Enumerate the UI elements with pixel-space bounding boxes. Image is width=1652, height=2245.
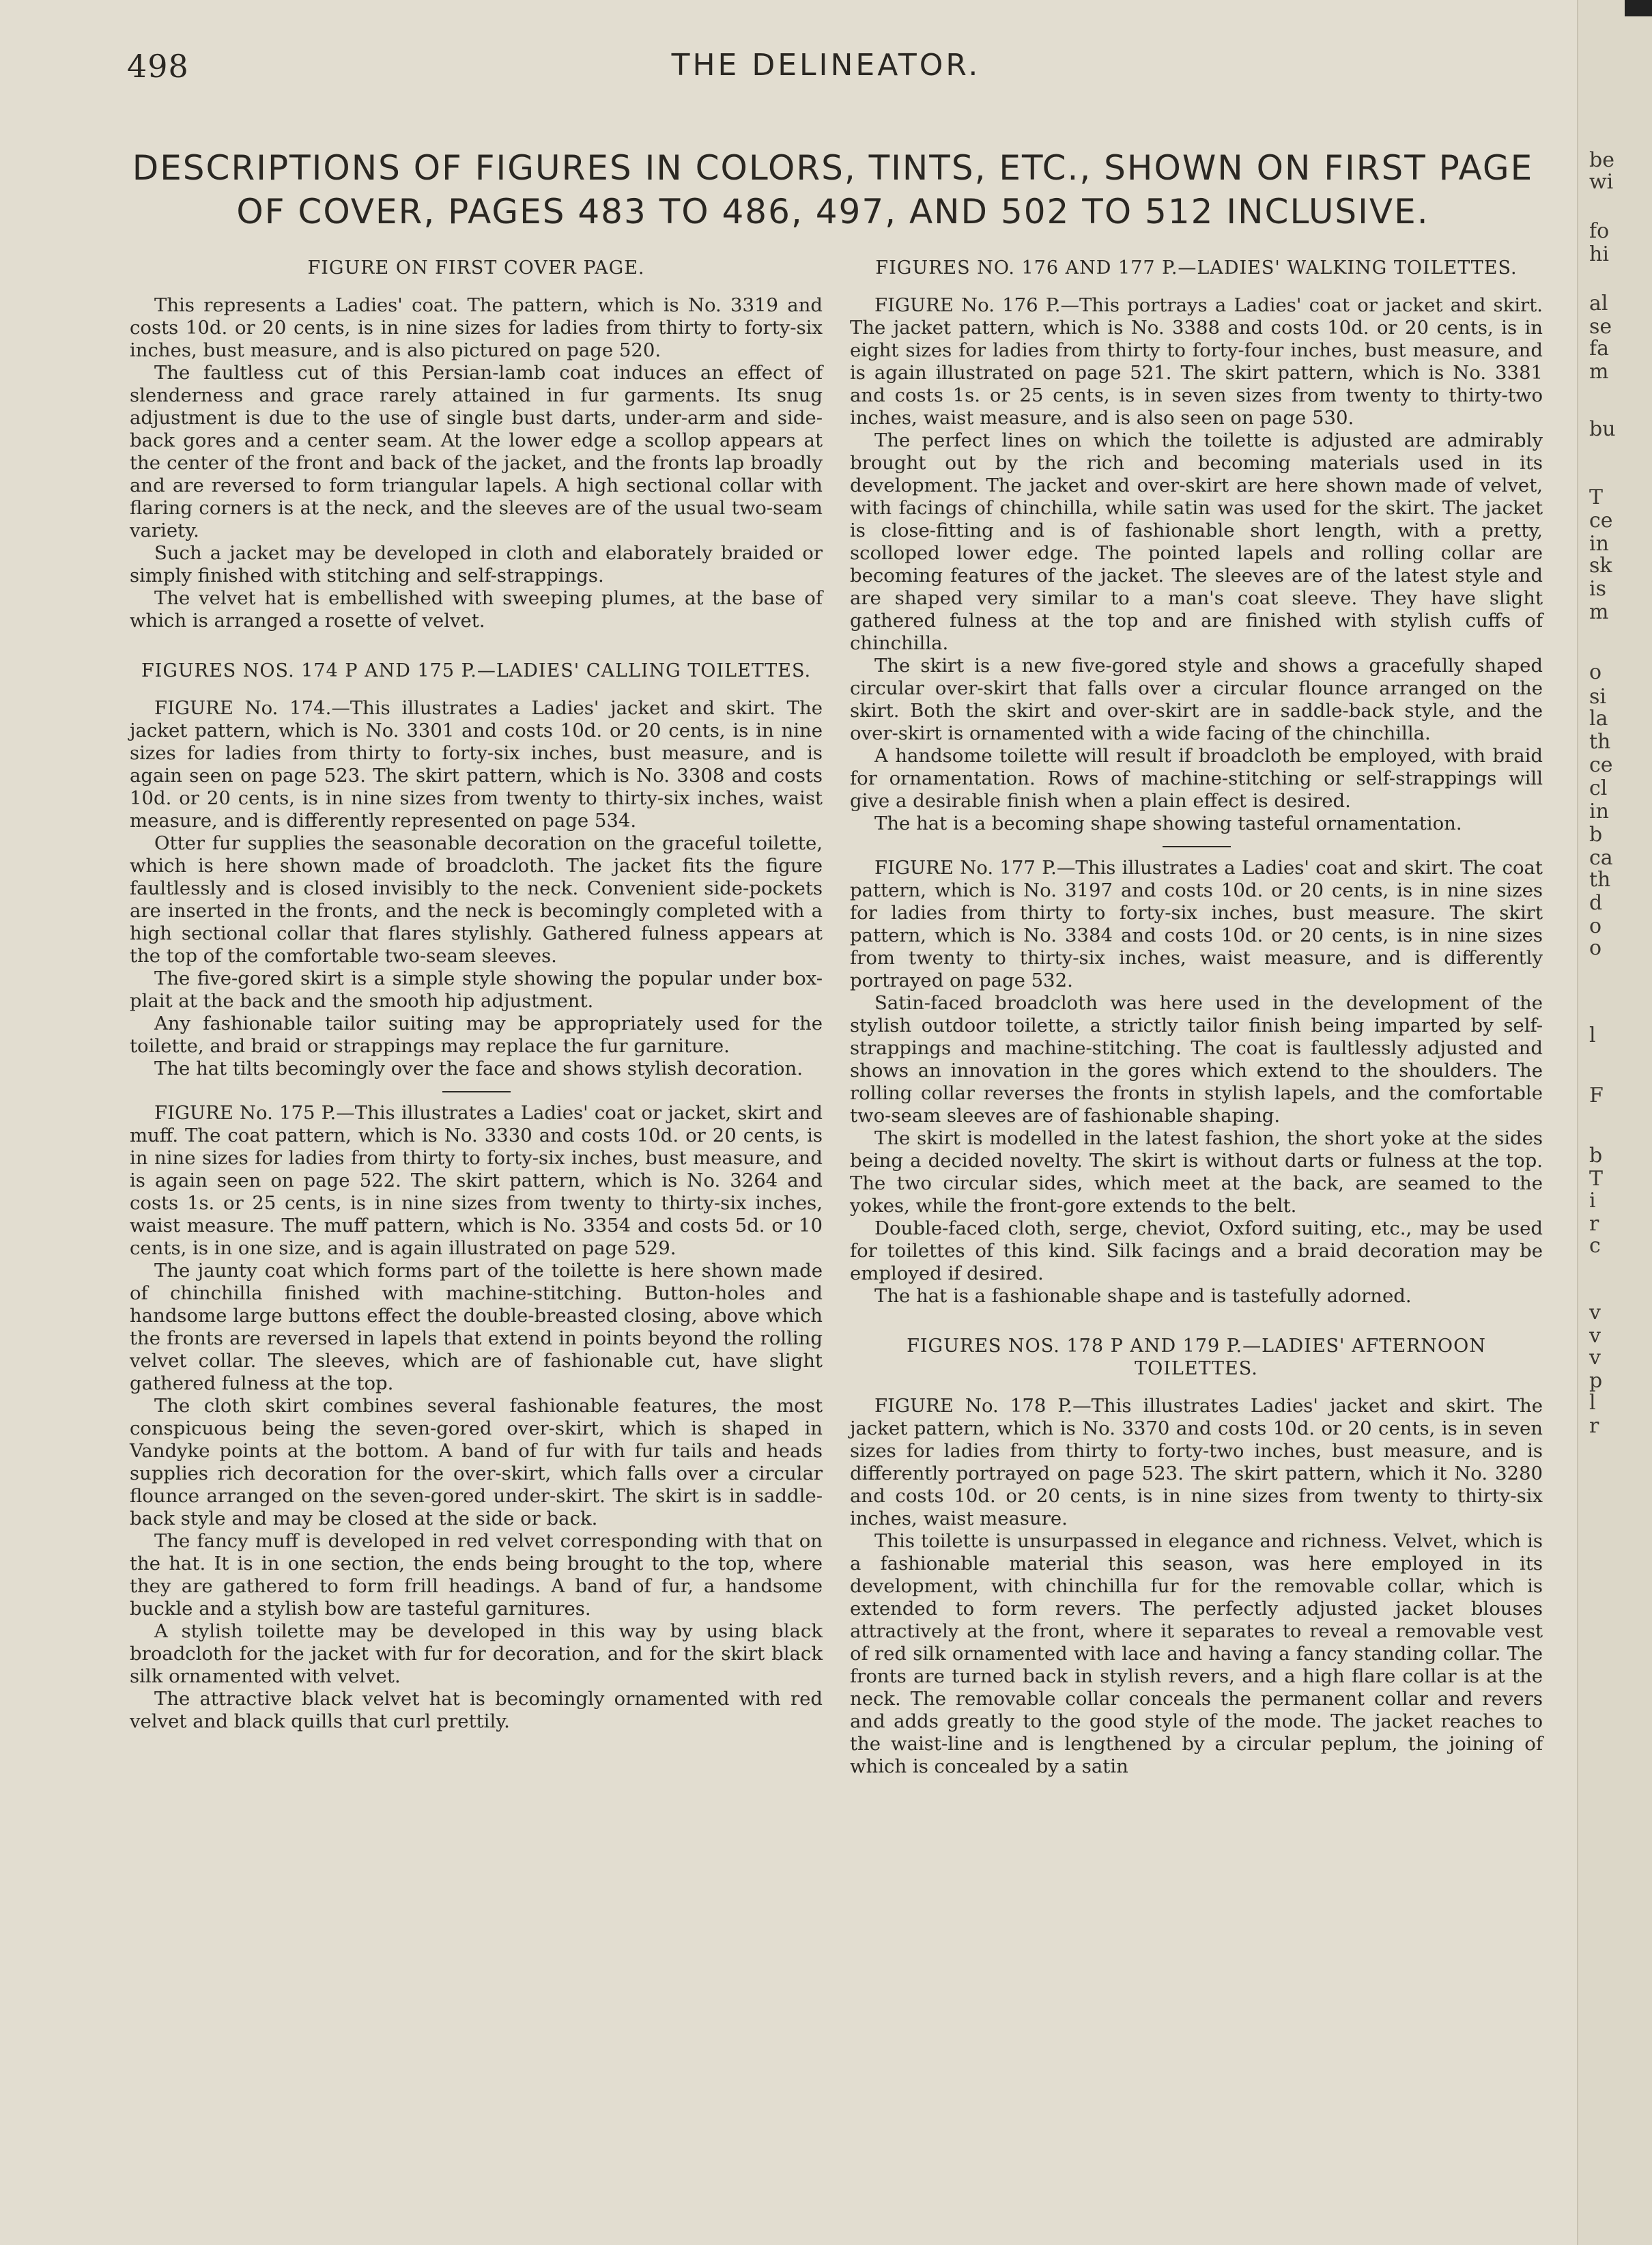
adjacent-page-fragment: in <box>1589 532 1609 556</box>
left-column <box>130 257 823 1733</box>
paragraph: The perfect lines on which the toilette is adjusted are admirably brought out by the rich and becoming materials used in its development. The jacket and over-skirt are here shown made of velvet, with facings of chinchilla, while satin was used for the skirt. The jacket is close-fitting and is of fashionable short length, with a pretty, scolloped lower edge. The pointed lapels and rolling collar are becoming features of the jacket. The sleeves are of the latest style and are shaped very similar to a man's coat sleeve. They have slight gathered fulness at the top and are finished with stylish cuffs of chinchilla. <box>850 429 1543 654</box>
paragraph: The cloth skirt combines several fashionable features, the most conspicuous being the seven-gored over-skirt, which is shaped in Vandyke points at the bottom. A band of fur with fur tails and heads supplies rich decoration for the over-skirt, which falls over a circular flounce arranged on the seven-gored under-skirt. The skirt is in saddle-back style and may be closed at the side or back. <box>130 1395 823 1529</box>
adjacent-page-fragment: o <box>1589 914 1602 938</box>
adjacent-page-fragment: hi <box>1589 242 1609 266</box>
adjacent-page-fragment: b <box>1589 1144 1603 1168</box>
adjacent-page-fragment: o <box>1589 936 1602 960</box>
paragraph: A handsome toilette will result if broadcloth be employed, with braid for ornamentation. Rows of machine-stitching or self-strappings will give a desirable finish when a plain effect is desired. <box>850 745 1543 812</box>
adjacent-page-fragment: o <box>1589 660 1602 684</box>
adjacent-page-fragment: be <box>1589 148 1614 172</box>
paragraph: The velvet hat is embellished with sweeping plumes, at the base of which is arranged a rosette of velvet. <box>130 587 823 632</box>
adjacent-page-fragment: bu <box>1589 417 1616 441</box>
adjacent-page-fragment: l <box>1589 1023 1596 1047</box>
adjacent-page-fragment: v <box>1589 1301 1601 1325</box>
adjacent-page-fragment: T <box>1589 485 1604 509</box>
page-number: 498 <box>127 48 189 85</box>
adjacent-page-fragment: sk <box>1589 554 1612 578</box>
adjacent-page-fragment: th <box>1589 868 1611 892</box>
paragraph: The skirt is modelled in the latest fashion, the short yoke at the sides being a decided novelty. The skirt is without darts or fulness at the top. The two circular sides, which meet at the back, are seamed to the yokes, while the front-gore extends to the belt. <box>850 1127 1543 1217</box>
adjacent-page-fragment: wi <box>1589 170 1614 194</box>
running-head: THE DELINEATOR. <box>671 48 981 83</box>
paragraph: FIGURE No. 175 P.—This illustrates a Ladies' coat or jacket, skirt and muff. The coat pattern, which is No. 3330 and costs 10d. or 20 cents, is in nine sizes for ladies from thirty to forty-six inches, bust measure, and is again seen on page 522. The skirt pattern, which is No. 3264 and costs 1s. or 25 cents, is in nine sizes from twenty to thirty-six inches, waist measure. The muff pattern, which is No. 3354 and costs 5d. or 10 cents, is in one size, and is again illustrated on page 529. <box>130 1102 823 1259</box>
adjacent-page-fragment: in <box>1589 800 1609 823</box>
page-header <box>123 48 1529 89</box>
adjacent-page-fragment: v <box>1589 1324 1601 1348</box>
adjacent-page-fragment: si <box>1589 685 1606 709</box>
paragraph: FIGURE No. 177 P.—This illustrates a Ladies' coat and skirt. The coat pattern, which is No. 3197 and costs 10d. or 20 cents, is in nine sizes for ladies from thirty to forty-six inches, bust measure. The skirt pattern, which is No. 3384 and costs 10d. or 20 cents, is in nine sizes from twenty to thirty-six inches, waist measure, and is differently portrayed on page 532. <box>850 857 1543 991</box>
adjacent-page-fragment: v <box>1589 1346 1601 1370</box>
article-title: DESCRIPTIONS OF FIGURES IN COLORS, TINTS, ETC., SHOWN ON FIRST PAGE OF COVER, PAGES 483 TO 486, 497, AND 502 TO 512 INCLUSIVE. <box>132 148 1534 231</box>
adjacent-page-fragment: al <box>1589 292 1608 315</box>
adjacent-page-fragment: l <box>1589 1391 1596 1415</box>
adjacent-page-fragment: r <box>1589 1212 1599 1236</box>
adjacent-page-fragment: F <box>1589 1084 1604 1107</box>
paragraph: This toilette is unsurpassed in elegance and richness. Velvet, which is a fashionable material this season, was here employed in its development, with chinchilla fur for the removable collar, which is extended to form revers. The perfectly adjusted jacket blouses attractively at the front, where it separates to reveal a removable vest of red silk ornamented with lace and having a fancy standing collar. The fronts are turned back in stylish revers, and a high flare collar is at the neck. The removable collar conceals the permanent collar and revers and adds greatly to the good style of the mode. The jacket reaches to the waist-line and is lengthened by a circular peplum, the joining of which is concealed by a satin <box>850 1530 1543 1777</box>
adjacent-page-fragment: r <box>1589 1414 1599 1438</box>
adjacent-page-fragment: ca <box>1589 846 1613 870</box>
paragraph: The attractive black velvet hat is becomingly ornamented with red velvet and black quills that curl prettily. <box>130 1688 823 1732</box>
paragraph: The fancy muff is developed in red velvet corresponding with that on the hat. It is in one section, the ends being brought to the top, where they are gathered to form frill headings. A band of fur, a handsome buckle and a stylish bow are tasteful garnitures. <box>130 1530 823 1620</box>
paragraph: Satin-faced broadcloth was here used in the development of the stylish outdoor toilette, a strictly tailor finish being imparted by self-strappings and machine-stitching. The coat is faultlessly adjusted and shows an innovation in the gores which extend to the shoulders. The rolling collar reverses the fronts in stylish lapels, and the comfortable two-seam sleeves are of fashionable shaping. <box>850 992 1543 1127</box>
adjacent-page-fragment: fo <box>1589 219 1610 243</box>
divider <box>1163 846 1231 847</box>
paragraph: Otter fur supplies the seasonable decoration on the graceful toilette, which is here shown made of broadcloth. The jacket fits the figure faultlessly and is closed invisibly to the neck. Convenient side-pockets are inserted in the fronts, and the neck is becomingly completed with a high sectional collar that flares stylishly. Gathered fulness appears at the top of the comfortable two-seam sleeves. <box>130 832 823 967</box>
section-heading: FIGURES NOS. 178 P AND 179 P.—LADIES' AFTERNOON TOILETTES. <box>907 1336 1486 1379</box>
paragraph: The hat is a fashionable shape and is tastefully adorned. <box>874 1285 1412 1307</box>
paragraph: Double-faced cloth, serge, cheviot, Oxford suiting, etc., may be used for toilettes of this kind. Silk facings and a braid decoration may be employed if desired. <box>850 1217 1543 1284</box>
adjacent-page-fragment: c <box>1589 1234 1601 1258</box>
adjacent-page-fragment: i <box>1589 1189 1596 1213</box>
section-heading: FIGURES NO. 176 AND 177 P.—LADIES' WALKING TOILETTES. <box>875 257 1518 279</box>
adjacent-page-fragment: la <box>1589 707 1608 731</box>
adjacent-page-fragment: b <box>1589 823 1603 847</box>
paragraph: Any fashionable tailor suiting may be appropriately used for the toilette, and braid or strappings may replace the fur garniture. <box>130 1013 823 1057</box>
paragraph: The faultless cut of this Persian-lamb coat induces an effect of slenderness and grace rarely attained in fur garments. Its snug adjustment is due to the use of single bust darts, under-arm and side-back gores and a center seam. At the lower edge a scollop appears at the center of the front and back of the jacket, and the fronts lap broadly and are reversed to form triangular lapels. A high sectional collar with flaring corners is at the neck, and the sleeves are of the usual two-seam variety. <box>130 362 823 541</box>
adjacent-page-fragment: is <box>1589 577 1606 601</box>
adjacent-page-fragment: cl <box>1589 776 1608 800</box>
adjacent-page-fragment: d <box>1589 891 1603 915</box>
paragraph: This represents a Ladies' coat. The pattern, which is No. 3319 and costs 10d. or 20 cents, is in nine sizes for ladies from thirty to forty-six inches, bust measure, and is also pictured on page 520. <box>130 294 823 361</box>
paragraph: The hat is a becoming shape showing tasteful ornamentation. <box>874 813 1462 834</box>
paragraph: The five-gored skirt is a simple style showing the popular under box-plait at the back and the smooth hip adjustment. <box>130 968 823 1012</box>
binding-tab <box>1625 0 1652 16</box>
paragraph: FIGURE No. 176 P.—This portrays a Ladies' coat or jacket and skirt. The jacket pattern, which is No. 3388 and costs 10d. or 20 cents, is in eight sizes for ladies from thirty to forty-four inches, bust measure, and is again illustrated on page 521. The skirt pattern, which is No. 3381 and costs 1s. or 25 cents, is in seven sizes from twenty to thirty-two inches, waist measure, and is also seen on page 530. <box>850 294 1543 429</box>
adjacent-page-fragment: m <box>1589 600 1609 624</box>
divider <box>442 1091 511 1092</box>
adjacent-page-fragment: T <box>1589 1167 1604 1191</box>
adjacent-page-fragment: p <box>1589 1369 1603 1393</box>
adjacent-page-fragment: se <box>1589 315 1612 339</box>
adjacent-page-fragment: fa <box>1589 337 1609 361</box>
paragraph: The skirt is a new five-gored style and shows a gracefully shaped circular over-skirt that falls over a circular flounce arranged on the skirt. Both the skirt and over-skirt are in saddle-back style, and the over-skirt is ornamented with a wide facing of the chinchilla. <box>850 655 1543 744</box>
adjacent-page-edge <box>1578 0 1652 2245</box>
adjacent-page-fragment: ce <box>1589 753 1613 777</box>
paragraph: Such a jacket may be developed in cloth and elaborately braided or simply finished with stitching and self-strappings. <box>130 542 823 587</box>
adjacent-page-fragment: th <box>1589 730 1611 754</box>
section-heading: FIGURES NOS. 174 P AND 175 P.—LADIES' CALLING TOILETTES. <box>141 660 812 681</box>
adjacent-page-fragment: ce <box>1589 509 1613 533</box>
paragraph: FIGURE No. 178 P.—This illustrates Ladies' jacket and skirt. The jacket pattern, which is No. 3370 and costs 10d. or 20 cents, is in seven sizes for ladies from thirty to forty-two inches, bust measure, and is differently portrayed on page 523. The skirt pattern, which it No. 3280 and costs 10d. or 20 cents, is in nine sizes from twenty to thirty-six inches, waist measure. <box>850 1395 1543 1529</box>
adjacent-page-fragment: m <box>1589 360 1609 384</box>
paragraph: FIGURE No. 174.—This illustrates a Ladies' jacket and skirt. The jacket pattern, which is No. 3301 and costs 10d. or 20 cents, is in nine sizes for ladies from thirty to forty-six inches, bust measure, and is again seen on page 523. The skirt pattern, which is No. 3308 and costs 10d. or 20 cents, is in nine sizes from twenty to thirty-six inches, waist measure, and is differently represented on page 534. <box>130 697 823 832</box>
paragraph: A stylish toilette may be developed in this way by using black broadcloth for the jacket with fur for decoration, and for the skirt black silk ornamented with velvet. <box>130 1620 823 1687</box>
right-column <box>850 257 1543 1778</box>
paragraph: The jaunty coat which forms part of the toilette is here shown made of chinchilla finished with machine-stitching. Button-holes and handsome large buttons effect the double-breasted closing, above which the fronts are reversed in lapels that extend in points beyond the rolling velvet collar. The sleeves, which are of fashionable cut, have slight gathered fulness at the top. <box>130 1260 823 1394</box>
section-heading: FIGURE ON FIRST COVER PAGE. <box>307 257 645 279</box>
paragraph: The hat tilts becomingly over the face and shows stylish decoration. <box>154 1058 803 1079</box>
